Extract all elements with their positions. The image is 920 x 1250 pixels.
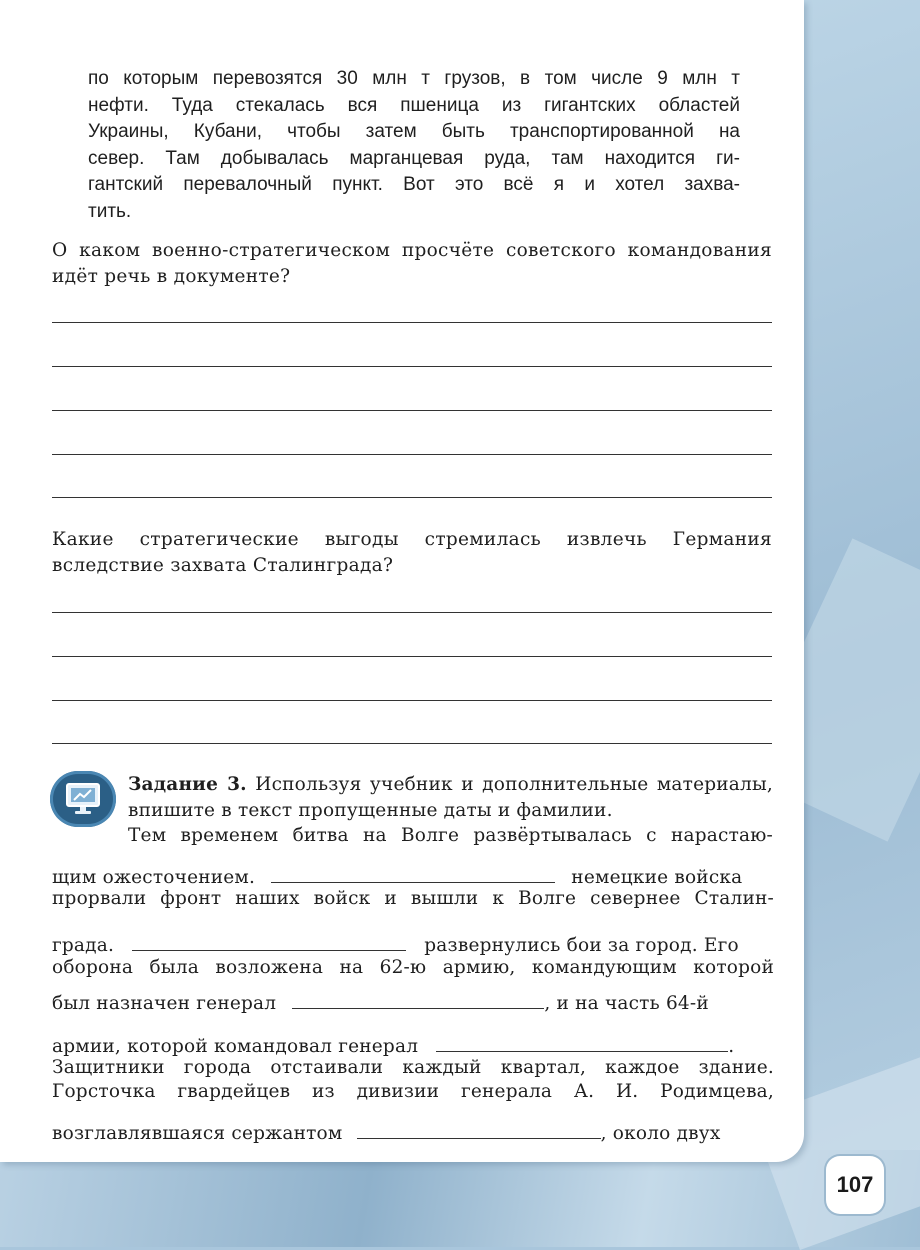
answer-line-q2[interactable] (52, 612, 772, 613)
task-text-line (52, 930, 774, 958)
task-text-line: Тем временем битва на Волге развёртывалась с нарастаю- (128, 825, 773, 846)
text-fragment: града. (52, 935, 115, 956)
answer-line-q1[interactable] (52, 322, 772, 323)
fill-in-blank-date[interactable] (132, 930, 406, 951)
text-fragment: был назначен генерал (52, 993, 277, 1014)
answer-line-q2[interactable] (52, 656, 772, 657)
task-3 (128, 772, 773, 849)
text-fragment: армии, которой командовал генерал (52, 1036, 419, 1057)
task-text-line: оборона была возложена на 62-ю армию, командующим которой (52, 957, 774, 978)
task-text-line: Горсточка гвардейцев из дивизии генерала А. И. Родимцева, (52, 1081, 774, 1102)
task-text-line: прорвали фронт наших войск и вышли к Волге севернее Сталин- (52, 888, 774, 909)
quote-line: по которым перевозятся 30 млн т грузов, в том числе 9 млн т (88, 68, 740, 89)
quote-line: север. Там добывалась марганцевая руда, там находится ги- (88, 147, 740, 169)
answer-line-q1[interactable] (52, 454, 772, 455)
task-text-line: Защитники города отстаивали каждый квартал, каждое здание. (52, 1057, 774, 1078)
document-quote (88, 66, 740, 225)
task-instruction: Используя учебник и дополнительные материалы, впишите в текст пропущенные даты и фамилии. (128, 774, 773, 821)
fill-in-blank-surname[interactable] (436, 1031, 728, 1052)
task-label: Задание 3. (128, 774, 247, 795)
question-1: О каком военно-стратегическом просчёте советского командования идёт речь в документе? (52, 240, 772, 287)
quote-line: тить. (88, 200, 132, 222)
question-2: Какие стратегические выгоды стремилась извлечь Германия вследствие захвата Сталинграда? (52, 529, 772, 576)
text-fragment: развернулись бои за город. Его (424, 935, 739, 956)
computer-task-icon (50, 771, 116, 827)
answer-line-q2[interactable] (52, 700, 772, 701)
fill-in-blank-surname[interactable] (357, 1118, 601, 1139)
text-fragment: , около двух (600, 1123, 721, 1144)
page-number: 107 (836, 1172, 874, 1197)
text-fragment: , и на часть 64-й (544, 993, 709, 1014)
quote-line: нефти. Туда стекалась вся пшеница из гигантских областей (88, 94, 740, 116)
answer-line-q2[interactable] (52, 743, 772, 744)
answer-line-q1[interactable] (52, 366, 772, 367)
quote-line: гантский перевалочный пункт. Вот это всё я и хотел захва- (88, 174, 740, 195)
text-fragment: . (728, 1036, 735, 1057)
fill-in-blank-surname[interactable] (292, 988, 544, 1009)
answer-line-q1[interactable] (52, 410, 772, 411)
task-text-line (52, 1118, 774, 1146)
quote-line: Украины, Кубани, чтобы затем быть транспортированной на (88, 121, 740, 142)
answer-line-q1[interactable] (52, 497, 772, 498)
page-number-badge (826, 1156, 884, 1214)
fill-in-blank-date[interactable] (271, 862, 555, 883)
text-fragment: возглавлявшаяся сержантом (52, 1123, 343, 1144)
task-text-line (52, 988, 774, 1016)
text-fragment: немецкие войска (571, 867, 743, 888)
text-fragment: щим ожесточением. (52, 867, 256, 888)
